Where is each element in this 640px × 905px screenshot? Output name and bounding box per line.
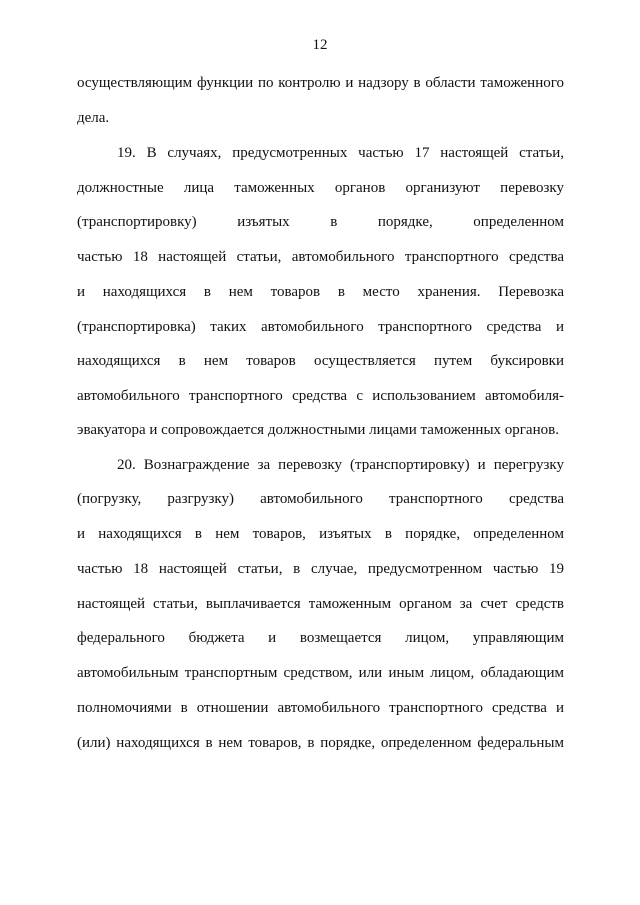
text-line: автомобильным транспортным средством, или иным лицом, обладающим [77,665,564,681]
text-line: и находящихся в нем товаров, изъятых в порядке, определенном [77,526,564,542]
text-line: осуществляющим функции по контролю и надзору в области таможенного [77,75,564,91]
text-line: эвакуатора и сопровождается должностными лицами таможенных органов. [77,422,559,438]
text-line: (транспортировку) изъятых в порядке, определенном [77,214,564,230]
text-line: (транспортировка) таких автомобильного транспортного средства и [77,319,564,335]
text-line: автомобильного транспортного средства с использованием автомобиля- [77,388,564,404]
page-number: 12 [312,37,328,53]
text-line: полномочиями в отношении автомобильного транспортного средства и [77,700,564,716]
text-line: федерального бюджета и возмещается лицом, управляющим [77,630,564,646]
paragraph-20-first-line: 20. Вознаграждение за перевозку (транспортировку) и перегрузку [117,457,564,473]
text-line: (погрузку, разгрузку) автомобильного транспортного средства [77,491,564,507]
text-line: настоящей статьи, выплачивается таможенным органом за счет средств [77,596,564,612]
text-line: находящихся в нем товаров осуществляется путем буксировки [77,353,564,369]
text-line: и находящихся в нем товаров в место хранения. Перевозка [77,284,564,300]
text-line: должностные лица таможенных органов организуют перевозку [77,180,564,196]
text-line: частью 18 настоящей статьи, автомобильного транспортного средства [77,249,564,265]
text-line: дела. [77,110,110,126]
paragraph-19-first-line: 19. В случаях, предусмотренных частью 17 настоящей статьи, [117,145,564,161]
text-line: частью 18 настоящей статьи, в случае, предусмотренном частью 19 [77,561,564,577]
text-line: (или) находящихся в нем товаров, в порядке, определенном федеральным [77,735,564,751]
